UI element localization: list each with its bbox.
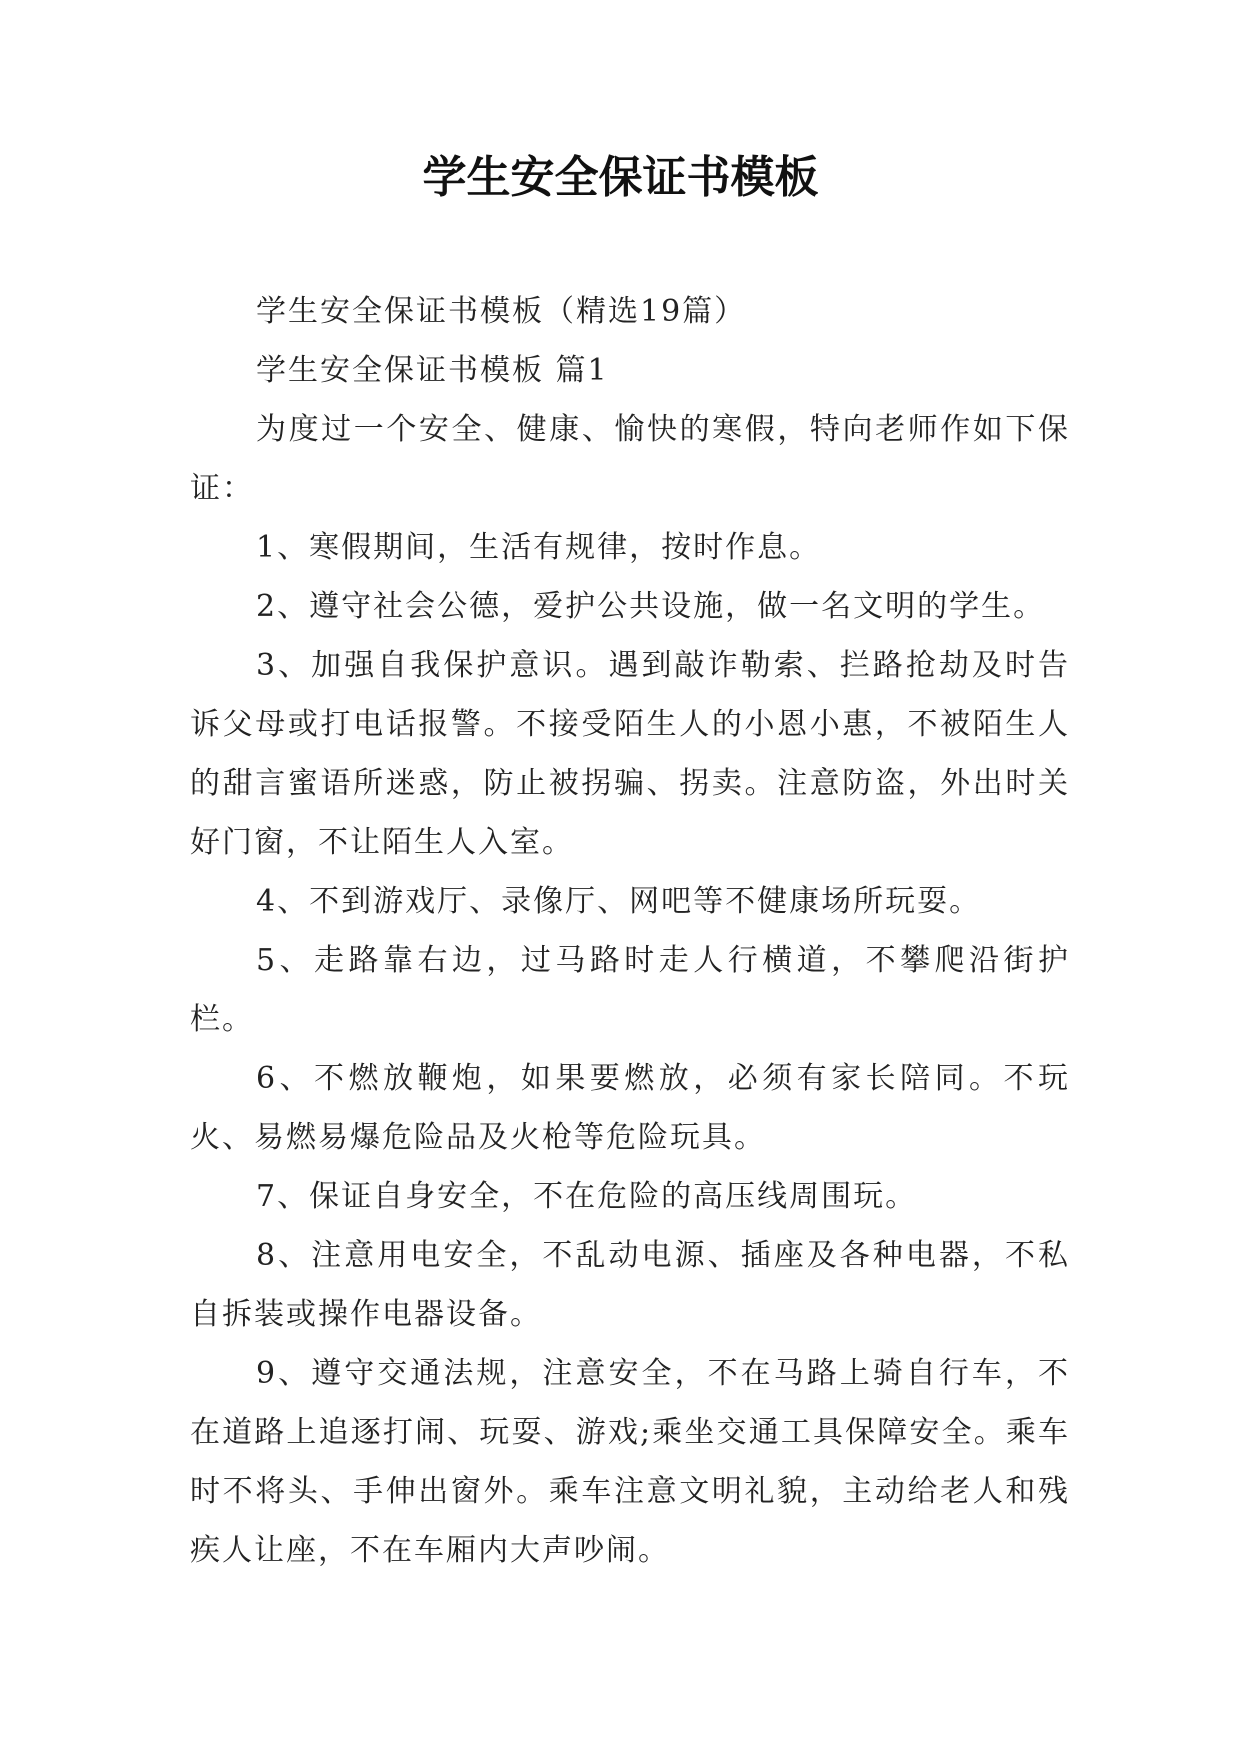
- pledge-item-9: 9、遵守交通法规，注意安全，不在马路上骑自行车，不在道路上追逐打闹、玩耍、游戏;乘坐交通工具保障安全。乘车时不将头、手伸出窗外。乘车注意文明礼貌，主动给老人和残疾人让座，不在车厢内大声吵闹。: [190, 1356, 1070, 1568]
- pledge-item-2: 2、遵守社会公德，爱护公共设施，做一名文明的学生。: [256, 589, 1046, 624]
- pledge-item-6: 6、不燃放鞭炮，如果要燃放，必须有家长陪同。不玩火、易燃易爆危险品及火枪等危险玩具。: [190, 1061, 1070, 1155]
- pledge-item-8: 8、注意用电安全，不乱动电源、插座及各种电器，不私自拆装或操作电器设备。: [190, 1238, 1070, 1332]
- pledge-item-4: 4、不到游戏厅、录像厅、网吧等不健康场所玩耍。: [256, 884, 982, 919]
- pledge-item-3: 3、加强自我保护意识。遇到敲诈勒索、拦路抢劫及时告诉父母或打电话报警。不接受陌生人的小恩小惠，不被陌生人的甜言蜜语所迷惑，防止被拐骗、拐卖。注意防盗，外出时关好门窗，不让陌生人入室。: [190, 648, 1070, 860]
- document-title: 学生安全保证书模板: [422, 152, 819, 203]
- pledge-item-5: 5、走路靠右边，过马路时走人行横道，不攀爬沿街护栏。: [190, 943, 1070, 1037]
- pledge-item-1: 1、寒假期间，生活有规律，按时作息。: [256, 530, 822, 565]
- collection-heading: 学生安全保证书模板（精选19篇）: [256, 294, 747, 329]
- section-heading: 学生安全保证书模板 篇1: [256, 353, 609, 388]
- pledge-item-7: 7、保证自身安全，不在危险的高压线周围玩。: [256, 1179, 918, 1214]
- intro-paragraph: 为度过一个安全、健康、愉快的寒假，特向老师作如下保证：: [190, 412, 1070, 506]
- document-body: [190, 282, 1070, 1580]
